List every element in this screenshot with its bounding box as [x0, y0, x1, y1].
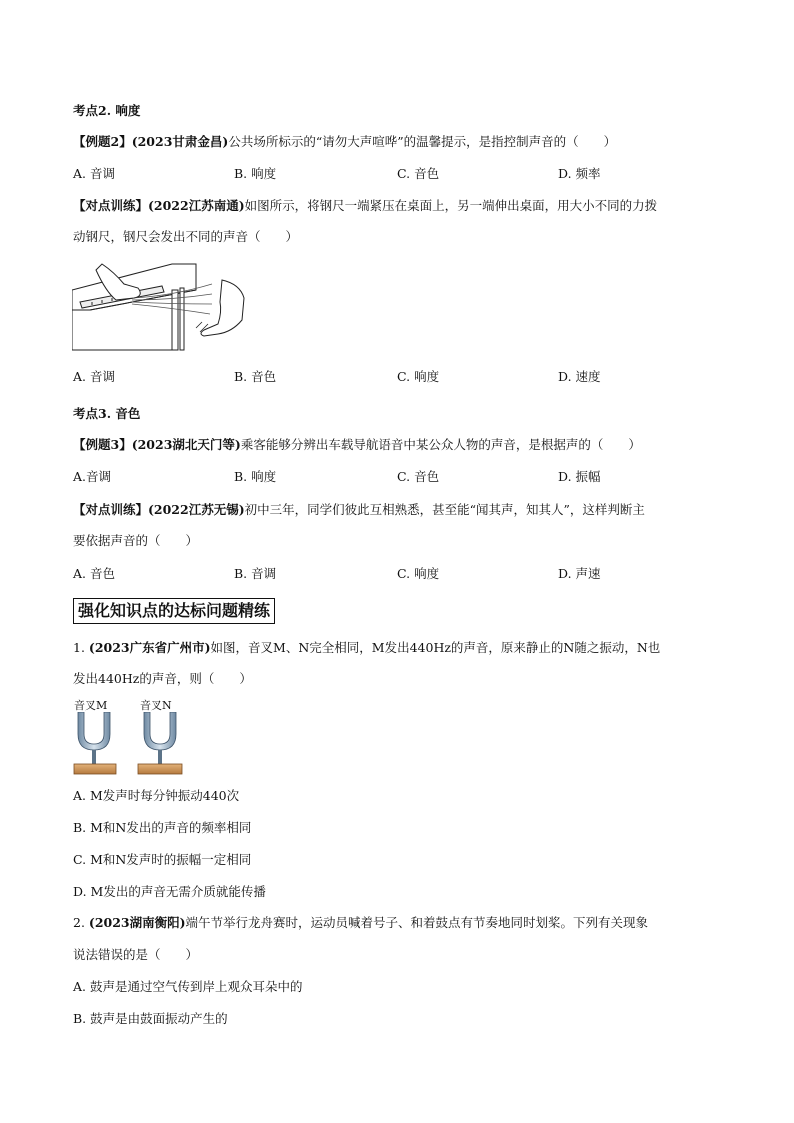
training-source: 【对点训练】(2022江苏南通) — [73, 198, 245, 213]
option-a: A. 音色 — [73, 566, 115, 581]
ruler-on-table-figure — [72, 262, 248, 352]
example-source: 【例题3】(2023湖北天门等) — [73, 437, 241, 452]
section-title: 强化知识点的达标问题精练 — [73, 598, 275, 624]
kaodian3-example — [73, 437, 641, 453]
question-stem-2: 发出440Hz的声音，则（ ） — [73, 671, 252, 686]
option-a: A. 音调 — [73, 369, 115, 384]
training-source: 【对点训练】(2022江苏无锡) — [73, 502, 245, 517]
question-number: 1. — [73, 640, 85, 655]
example-source: 【例题2】(2023甘肃金昌) — [73, 134, 229, 149]
option-b: B. M和N发出的声音的频率相同 — [73, 820, 252, 835]
question-stem-1: 端午节举行龙舟赛时，运动员喊着号子、和着鼓点有节奏地同时划桨。下列有关现象 — [185, 915, 649, 930]
option-d: D. 速度 — [558, 369, 601, 384]
option-a: A.音调 — [73, 469, 112, 484]
question-2 — [73, 915, 648, 931]
option-a: A. 音调 — [73, 166, 115, 181]
option-a: A. M发声时每分钟振动440次 — [73, 788, 240, 803]
option-b: B. 音调 — [234, 566, 277, 581]
option-b: B. 响度 — [234, 166, 277, 181]
question-1 — [73, 640, 660, 656]
question-stem-2: 说法错误的是（ ） — [73, 947, 199, 962]
option-c: C. 响度 — [397, 566, 440, 581]
option-b: B. 鼓声是由鼓面振动产生的 — [73, 1011, 228, 1026]
option-b: B. 音色 — [234, 369, 277, 384]
option-a: A. 鼓声是通过空气传到岸上观众耳朵中的 — [73, 979, 303, 994]
question-number: 2. — [73, 915, 85, 930]
example-stem: 公共场所标示的“请勿大声喧哗”的温馨提示，是指控制声音的（ ） — [228, 134, 617, 149]
question-source: (2023湖南衡阳) — [88, 915, 186, 930]
training-stem-2: 要依据声音的（ ） — [73, 533, 199, 548]
fork-m-label: 音叉M — [74, 699, 108, 712]
training-stem-1: 如图所示，将钢尺一端紧压在桌面上，另一端伸出桌面，用大小不同的力拨 — [244, 198, 658, 213]
kaodian2-title: 考点2. 响度 — [73, 103, 141, 118]
example-stem: 乘客能够分辨出车载导航语音中某公众人物的声音，是根据声的（ ） — [240, 437, 641, 452]
fork-n-label: 音叉N — [140, 699, 172, 712]
question-stem-1: 如图，音叉M、N完全相同，M发出440Hz的声音，原来静止的N随之振动，N也 — [210, 640, 661, 655]
option-c: C. 音色 — [397, 166, 440, 181]
option-c: C. 音色 — [397, 469, 440, 484]
option-d: D. 振幅 — [558, 469, 601, 484]
option-b: B. 响度 — [234, 469, 277, 484]
kaodian2-example — [73, 134, 616, 150]
tuning-fork-figure — [72, 712, 184, 776]
option-d: D. 声速 — [558, 566, 601, 581]
option-c: C. 响度 — [397, 369, 440, 384]
training-stem-1: 初中三年，同学们彼此互相熟悉，甚至能“闻其声，知其人”，这样判断主 — [244, 502, 645, 517]
training-stem-2: 动钢尺，钢尺会发出不同的声音（ ） — [73, 229, 299, 244]
kaodian2-training — [73, 198, 657, 214]
question-source: (2023广东省广州市) — [88, 640, 211, 655]
kaodian3-title: 考点3. 音色 — [73, 406, 141, 421]
kaodian3-training — [73, 502, 645, 518]
option-d: D. M发出的声音无需介质就能传播 — [73, 884, 266, 899]
option-c: C. M和N发声时的振幅一定相同 — [73, 852, 252, 867]
option-d: D. 频率 — [558, 166, 601, 181]
